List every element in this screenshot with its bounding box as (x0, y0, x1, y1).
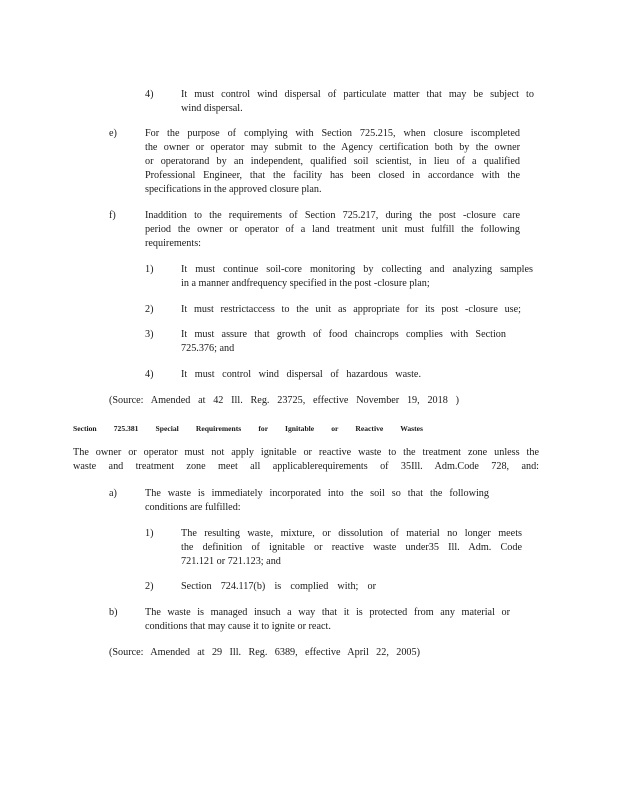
text-line: the definition of ignitable or reactive waste under35 Ill. Adm. Code (181, 542, 522, 553)
text-line: It must restrictaccess to the unit as appropriate for its post -closure use; (181, 304, 521, 315)
text-line: specifications in the approved closure plan. (145, 184, 322, 195)
text-line: 721.121 or 721.123; and (181, 556, 281, 567)
text-line: Professional Engineer, that the facility has been closed in accordance with the (145, 170, 520, 181)
section-heading (73, 424, 423, 434)
item-label: 2) (145, 304, 154, 315)
item-label: 2) (145, 581, 154, 592)
item-text (145, 606, 510, 634)
item-text (181, 580, 376, 594)
item-label: f) (109, 210, 116, 221)
section-intro (73, 446, 539, 474)
text-line: in a manner andfrequency specified in the post -closure plan; (181, 278, 430, 289)
text-line: period the owner or operator of a land treatment unit must fulfill the following (145, 224, 520, 235)
item-label: 4) (145, 369, 154, 380)
source-note (109, 646, 420, 660)
text-line: requirements: (145, 238, 202, 249)
item-text (145, 487, 489, 515)
text-line: The resulting waste, mixture, or dissolution of material no longer meets (181, 528, 522, 539)
text-line: (Source: Amended at 29 Ill. Reg. 6389, effective April 22, 2005) (109, 647, 420, 658)
item-text (181, 303, 521, 317)
text-line: waste and treatment zone meet all applicablerequirements of 35Ill. Adm.Code 728, and: (73, 461, 539, 472)
text-line: (Source: Amended at 42 Ill. Reg. 23725, effective November 19, 2018 ) (109, 395, 459, 406)
item-label: e) (109, 128, 117, 139)
text-line: The waste is managed insuch a way that it is protected from any material or (145, 607, 510, 618)
source-note (109, 394, 459, 408)
text-line: or operatorand by an independent, qualified soil scientist, in lieu of a qualified (145, 156, 520, 167)
text-line: The waste is immediately incorporated into the soil so that the following (145, 488, 489, 499)
item-label: 4) (145, 89, 154, 100)
text-line: It must continue soil-core monitoring by collecting and analyzing samples (181, 264, 533, 275)
item-label: b) (109, 607, 118, 618)
item-text (145, 127, 520, 197)
item-text (181, 527, 522, 569)
text-line: For the purpose of complying with Section 725.215, when closure iscompleted (145, 128, 520, 139)
text-line: Inaddition to the requirements of Section 725.217, during the post -closure care (145, 210, 520, 221)
item-text (181, 88, 534, 116)
item-text (181, 328, 506, 356)
text-line: conditions are fulfilled: (145, 502, 241, 513)
text-line: conditions that may cause it to ignite or react. (145, 621, 331, 632)
item-text (181, 263, 533, 291)
text-line: 725.376; and (181, 343, 235, 354)
item-label: 1) (145, 264, 154, 275)
text-line: It must control wind dispersal of hazardous waste. (181, 369, 421, 380)
item-label: 3) (145, 329, 154, 340)
item-label: a) (109, 488, 117, 499)
item-label: 1) (145, 528, 154, 539)
text-line: It must assure that growth of food chaincrops complies with Section (181, 329, 506, 340)
item-text (181, 368, 421, 382)
item-text (145, 209, 520, 251)
text-line: wind dispersal. (181, 103, 243, 114)
text-line: the owner or operator may submit to the Agency certification both by the owner (145, 142, 520, 153)
text-line: Section 724.117(b) is complied with; or (181, 581, 376, 592)
text-line: Section 725.381 Special Requirements for Ignitable or Reactive Wastes (73, 424, 423, 433)
text-line: The owner or operator must not apply ignitable or reactive waste to the treatment zone unless the (73, 447, 539, 458)
text-line: It must control wind dispersal of particulate matter that may be subject to (181, 89, 534, 100)
